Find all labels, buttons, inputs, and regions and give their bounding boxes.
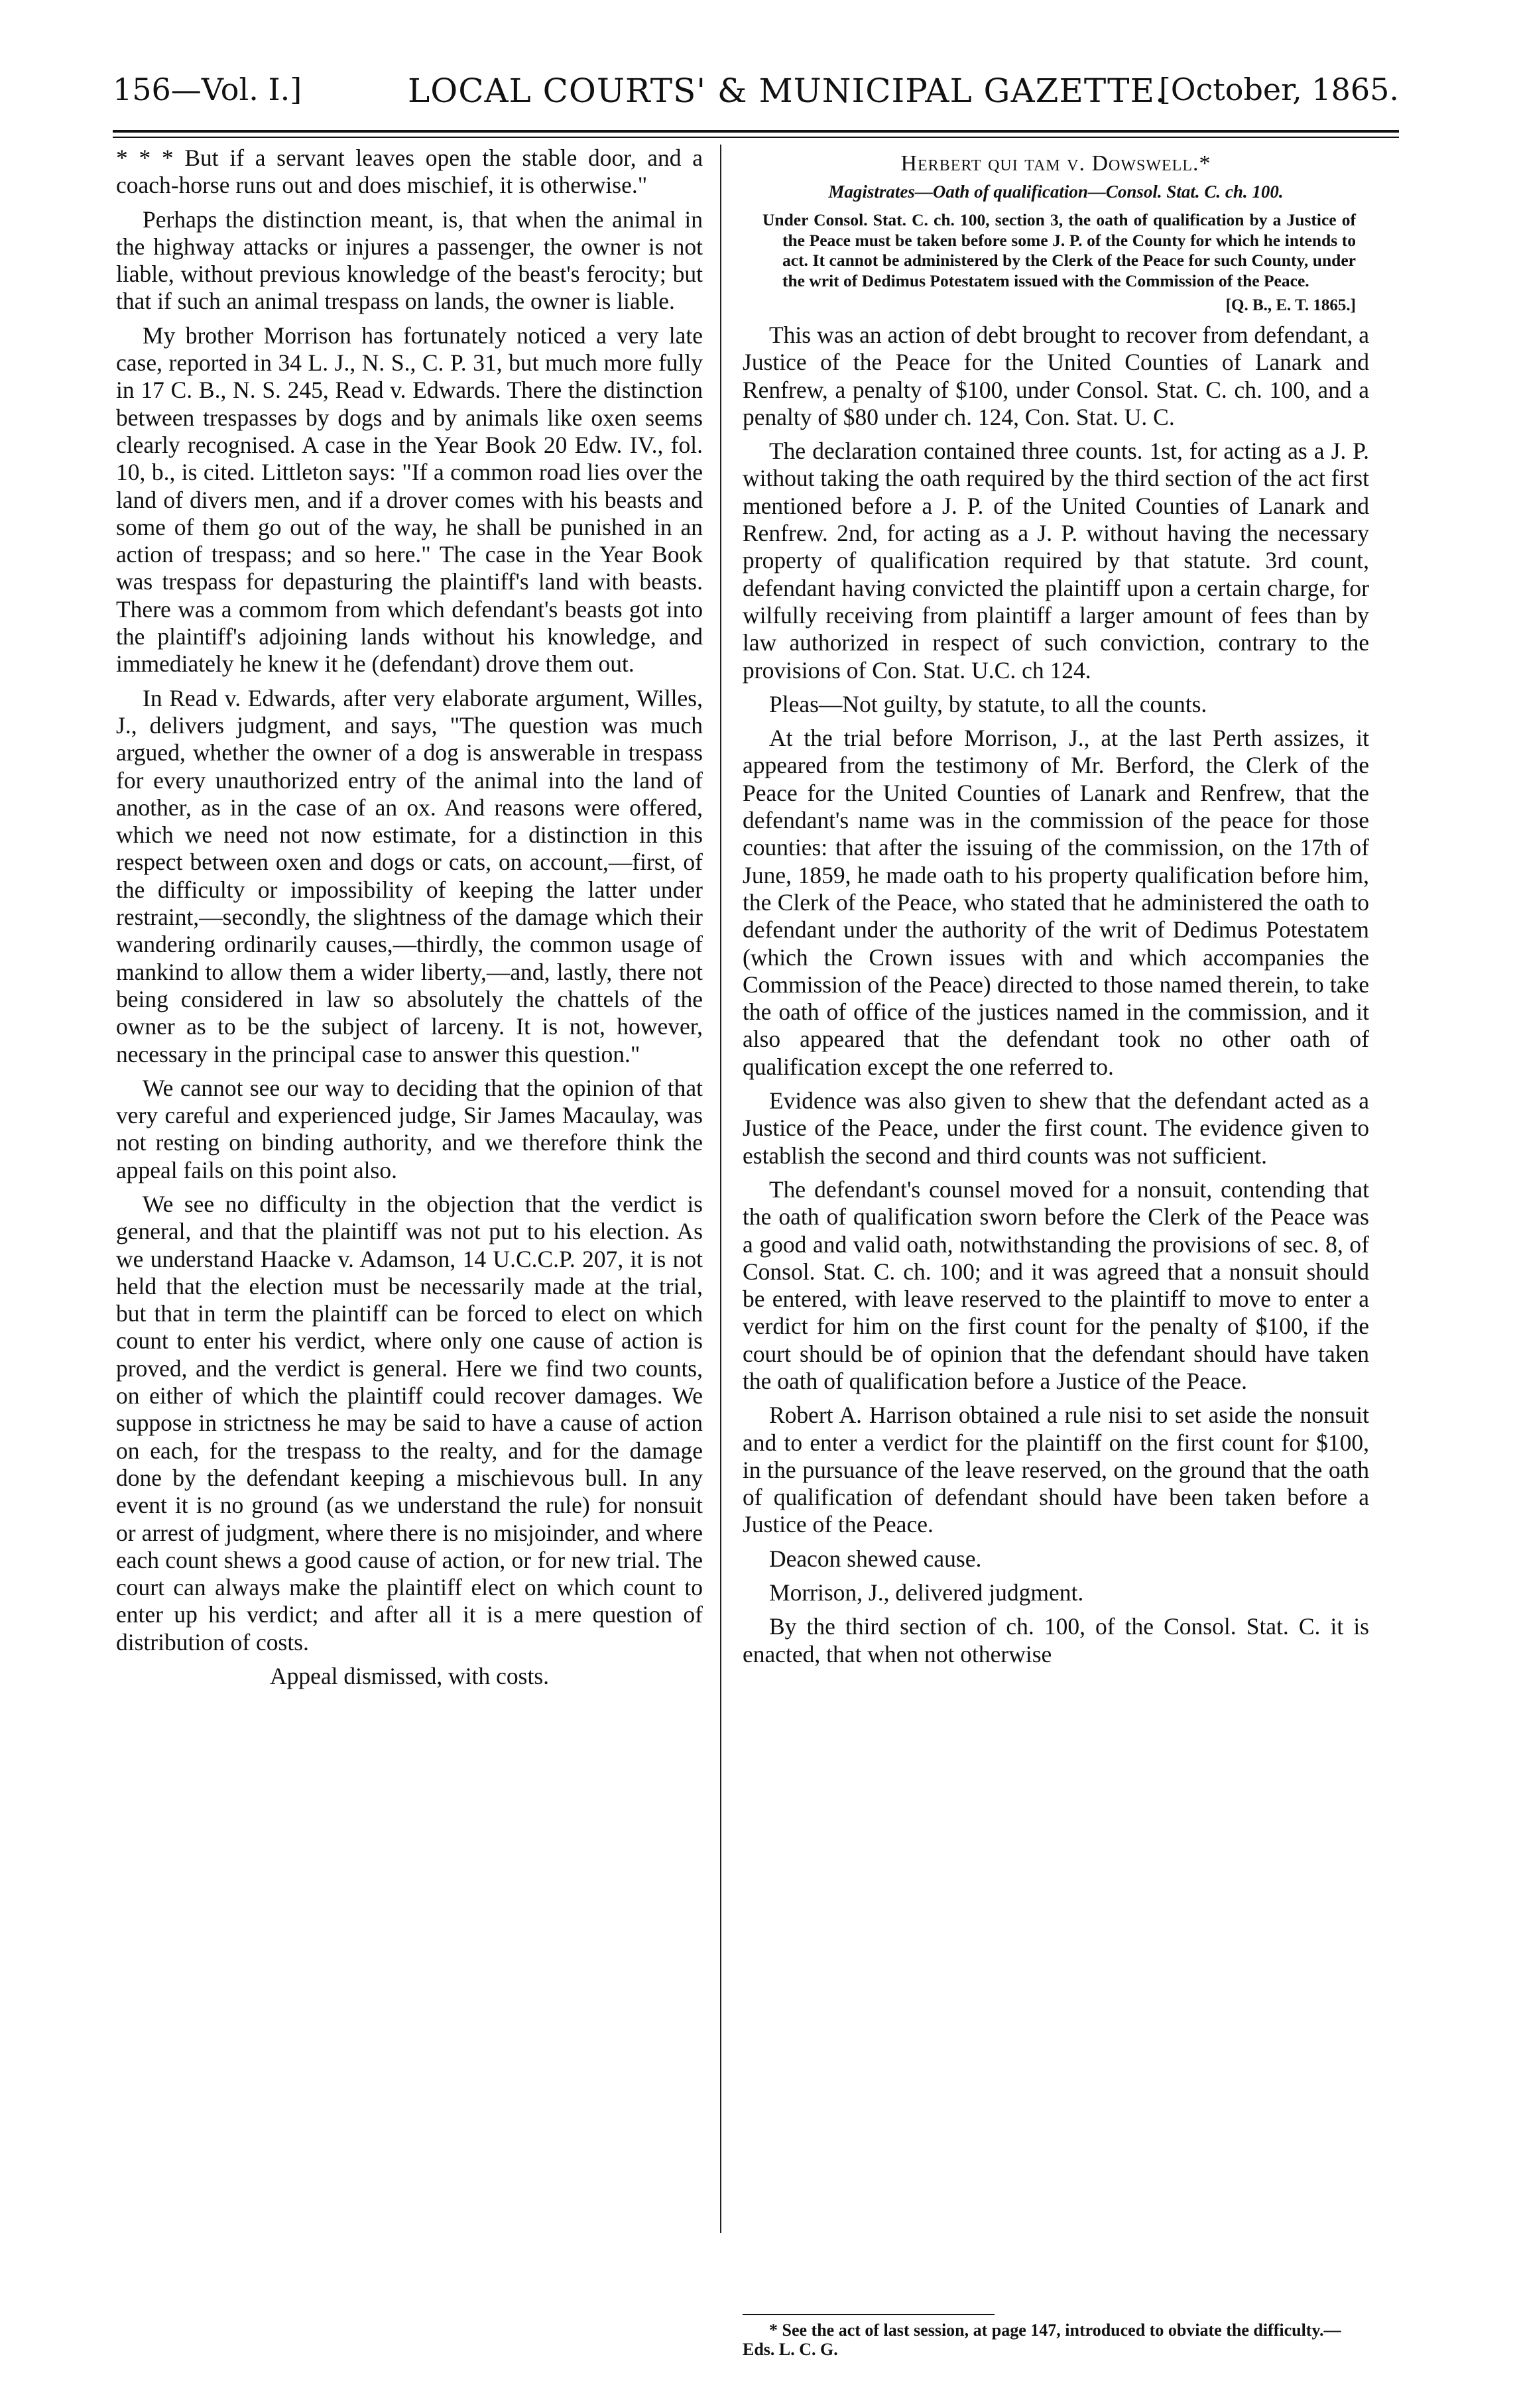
paragraph: This was an action of debt brought to recover from defendant, a Justice of the Peace for the United Counties of Lanark and Renfrew, a penalty of $100, under Consol. Stat. C. ch. 100, and a penalty of $80 under ch. 124, Con. Stat. U. C.	[743, 322, 1369, 430]
paragraph: Evidence was also given to shew that the defendant acted as a Justice of the Peace, under the first count. The evidence given to establish the second and third counts was not sufficient.	[743, 1087, 1369, 1169]
case-title: Herbert qui tam v. Dowswell.*	[900, 151, 1211, 176]
case-subtitle: Magistrates—Oath of qualification—Consol. Stat. C. ch. 100.	[828, 182, 1284, 202]
issue-date: [October, 1865.	[1158, 72, 1399, 107]
column-divider	[720, 145, 721, 2233]
paragraph: By the third section of ch. 100, of the Consol. Stat. C. it is enacted, that when not otherwise	[743, 1613, 1369, 1667]
right-column	[743, 145, 1369, 1675]
paragraph: My brother Morrison has fortunately noticed a very late case, reported in 34 L. J., N. S., C. P. 31, but much more fully in 17 C. B., N. S. 245, Read v. Edwards. There the distinction between trespasses by dogs and by animals like oxen seems clearly recognised. A case in the Year Book 20 Edw. IV., fol. 10, b., is cited. Littleton says: "If a common road lies over the land of divers men, and if a drover comes with his beasts and some of them go out of the way, he shall be punished in an action of trespass; and so here." The case in the Year Book was trespass for depasturing the plaintiff's land with beasts. There was a commom from which defendant's beasts got into the plaintiff's adjoining lands without his knowledge, and immediately he knew it he (defendant) drove them out.	[116, 322, 703, 678]
publication-title: LOCAL COURTS' & MUNICIPAL GAZETTE.	[408, 72, 1166, 110]
paragraph: The defendant's counsel moved for a nonsuit, contending that the oath of qualification sworn before the Clerk of the Peace was a good and valid oath, notwithstanding the provisions of sec. 8, of Consol. Stat. C. ch. 100; and it was agreed that a nonsuit should be entered, with leave reserved to the plaintiff to move to enter a verdict for him on the first count for the penalty of $100, if the court should be of opinion that the defendant should have taken the oath of qualification before a Justice of the Peace.	[743, 1175, 1369, 1394]
footnote-rule	[743, 2314, 995, 2315]
paragraph: Pleas—Not guilty, by statute, to all the counts.	[769, 690, 1207, 717]
left-column	[116, 145, 703, 1697]
paragraph: In Read v. Edwards, after very elaborate argument, Willes, J., delivers judgment, and says, "The question was much argued, whether the owner of a dog is answerable in trespass for every unauthorized entry of the animal into the land of another, as in the case of an ox. And reasons were offered, which we need not now estimate, for a distinction in this respect between oxen and dogs or cats, on account,—first, of the difficulty or impossibility of keeping the latter under restraint,—secondly, the slightness of the damage which their wandering ordinarily causes,—thirdly, the common usage of mankind to allow them a wider liberty,—and, lastly, there not being considered in law so absolutely the chattels of the owner as to be the subject of larceny. It is not, however, necessary in the principal case to answer this question."	[116, 684, 703, 1067]
footnote: * See the act of last session, at page 147, introduced to obviate the difficulty.—Eds. L. C. G.	[743, 2320, 1341, 2359]
paragraph: At the trial before Morrison, J., at the last Perth assizes, it appeared from the testimony of Mr. Berford, the Clerk of the Peace for the United Counties of Lanark and Renfrew, that the defendant's name was in the commission of the peace for those counties: that after the issuing of the commission, on the 17th of June, 1859, he made oath to his property qualification before him, the Clerk of the Peace, who stated that he administered the oath to defendant under the authority of the writ of Dedimus Potestatem (which the Crown issues with and which accompanies the Commission of the Peace) directed to those named therein, to take the oath of office of the justices named in the commission, and it also appeared that the defendant took no other oath of qualification except the one referred to.	[743, 725, 1369, 1080]
header-rule	[113, 130, 1399, 133]
header-rule-thin	[113, 137, 1399, 138]
page-volume: 156—Vol. I.]	[113, 72, 302, 107]
court-citation: [Q. B., E. T. 1865.]	[1225, 296, 1356, 314]
paragraph: We cannot see our way to deciding that the opinion of that very careful and experienced judge, Sir James Macaulay, was not resting on binding authority, and we therefore think the appeal fails on this point also.	[116, 1074, 703, 1183]
paragraph: * * * But if a servant leaves open the stable door, and a coach-horse runs out and does mischief, it is otherwise."	[116, 145, 703, 199]
paragraph: Robert A. Harrison obtained a rule nisi to set aside the nonsuit and to enter a verdict for the plaintiff on the first count for $100, in the pursuance of the leave reserved, on the ground that the oath of qualification of defendant should have been taken before a Justice of the Peace.	[743, 1402, 1369, 1538]
headnote: Under Consol. Stat. C. ch. 100, section 3, the oath of qualification by a Justice of the Peace must be taken before some J. P. of the County for which he intends to act. It cannot be administered by the Clerk of the Peace for such County, under the writ of Dedimus Potestatem issued with the Commission of the Peace.	[762, 210, 1356, 290]
paragraph: The declaration contained three counts. 1st, for acting as a J. P. without taking the oath required by the third section of the act first mentioned before a J. P. of the United Counties of Lanark and Renfrew. 2nd, for acting as a J. P. without having the necessary property of qualification required by that statute. 3rd count, defendant having convicted the plaintiff upon a certain charge, for wilfully receiving from plaintiff a larger amount of fees than by law authorized in respect of such conviction, contrary to the provisions of Con. Stat. U.C. ch 124.	[743, 438, 1369, 684]
paragraph: Perhaps the distinction meant, is, that when the animal in the highway attacks or injures a passenger, the owner is not liable, without previous knowledge of the beast's ferocity; but that if such an animal trespass on lands, the owner is liable.	[116, 206, 703, 315]
page-header	[113, 72, 1399, 125]
paragraph: Morrison, J., delivered judgment.	[769, 1579, 1084, 1606]
paragraph: Deacon shewed cause.	[769, 1545, 982, 1572]
closing-line: Appeal dismissed, with costs.	[269, 1663, 550, 1690]
paragraph: We see no difficulty in the objection that the verdict is general, and that the plaintiff was not put to his election. As we understand Haacke v. Adamson, 14 U.C.C.P. 207, it is not held that the election must be necessarily made at the trial, but that in term the plaintiff can be forced to elect on which count to enter his verdict, where only one cause of action is proved, and the verdict is general. Here we find two counts, on either of which the plaintiff could recover damages. We suppose in strictness he may be said to have a cause of action on each, for the trespass to the realty, and for the damage done by the defendant keeping a mischievous bull. In any event it is no ground (as we understand the rule) for nonsuit or arrest of judgment, where there is no misjoinder, and where each count shews a good cause of action, or for new trial. The court can always make the plaintiff elect on which count to enter up his verdict; and after all it is a mere question of distribution of costs.	[116, 1190, 703, 1656]
